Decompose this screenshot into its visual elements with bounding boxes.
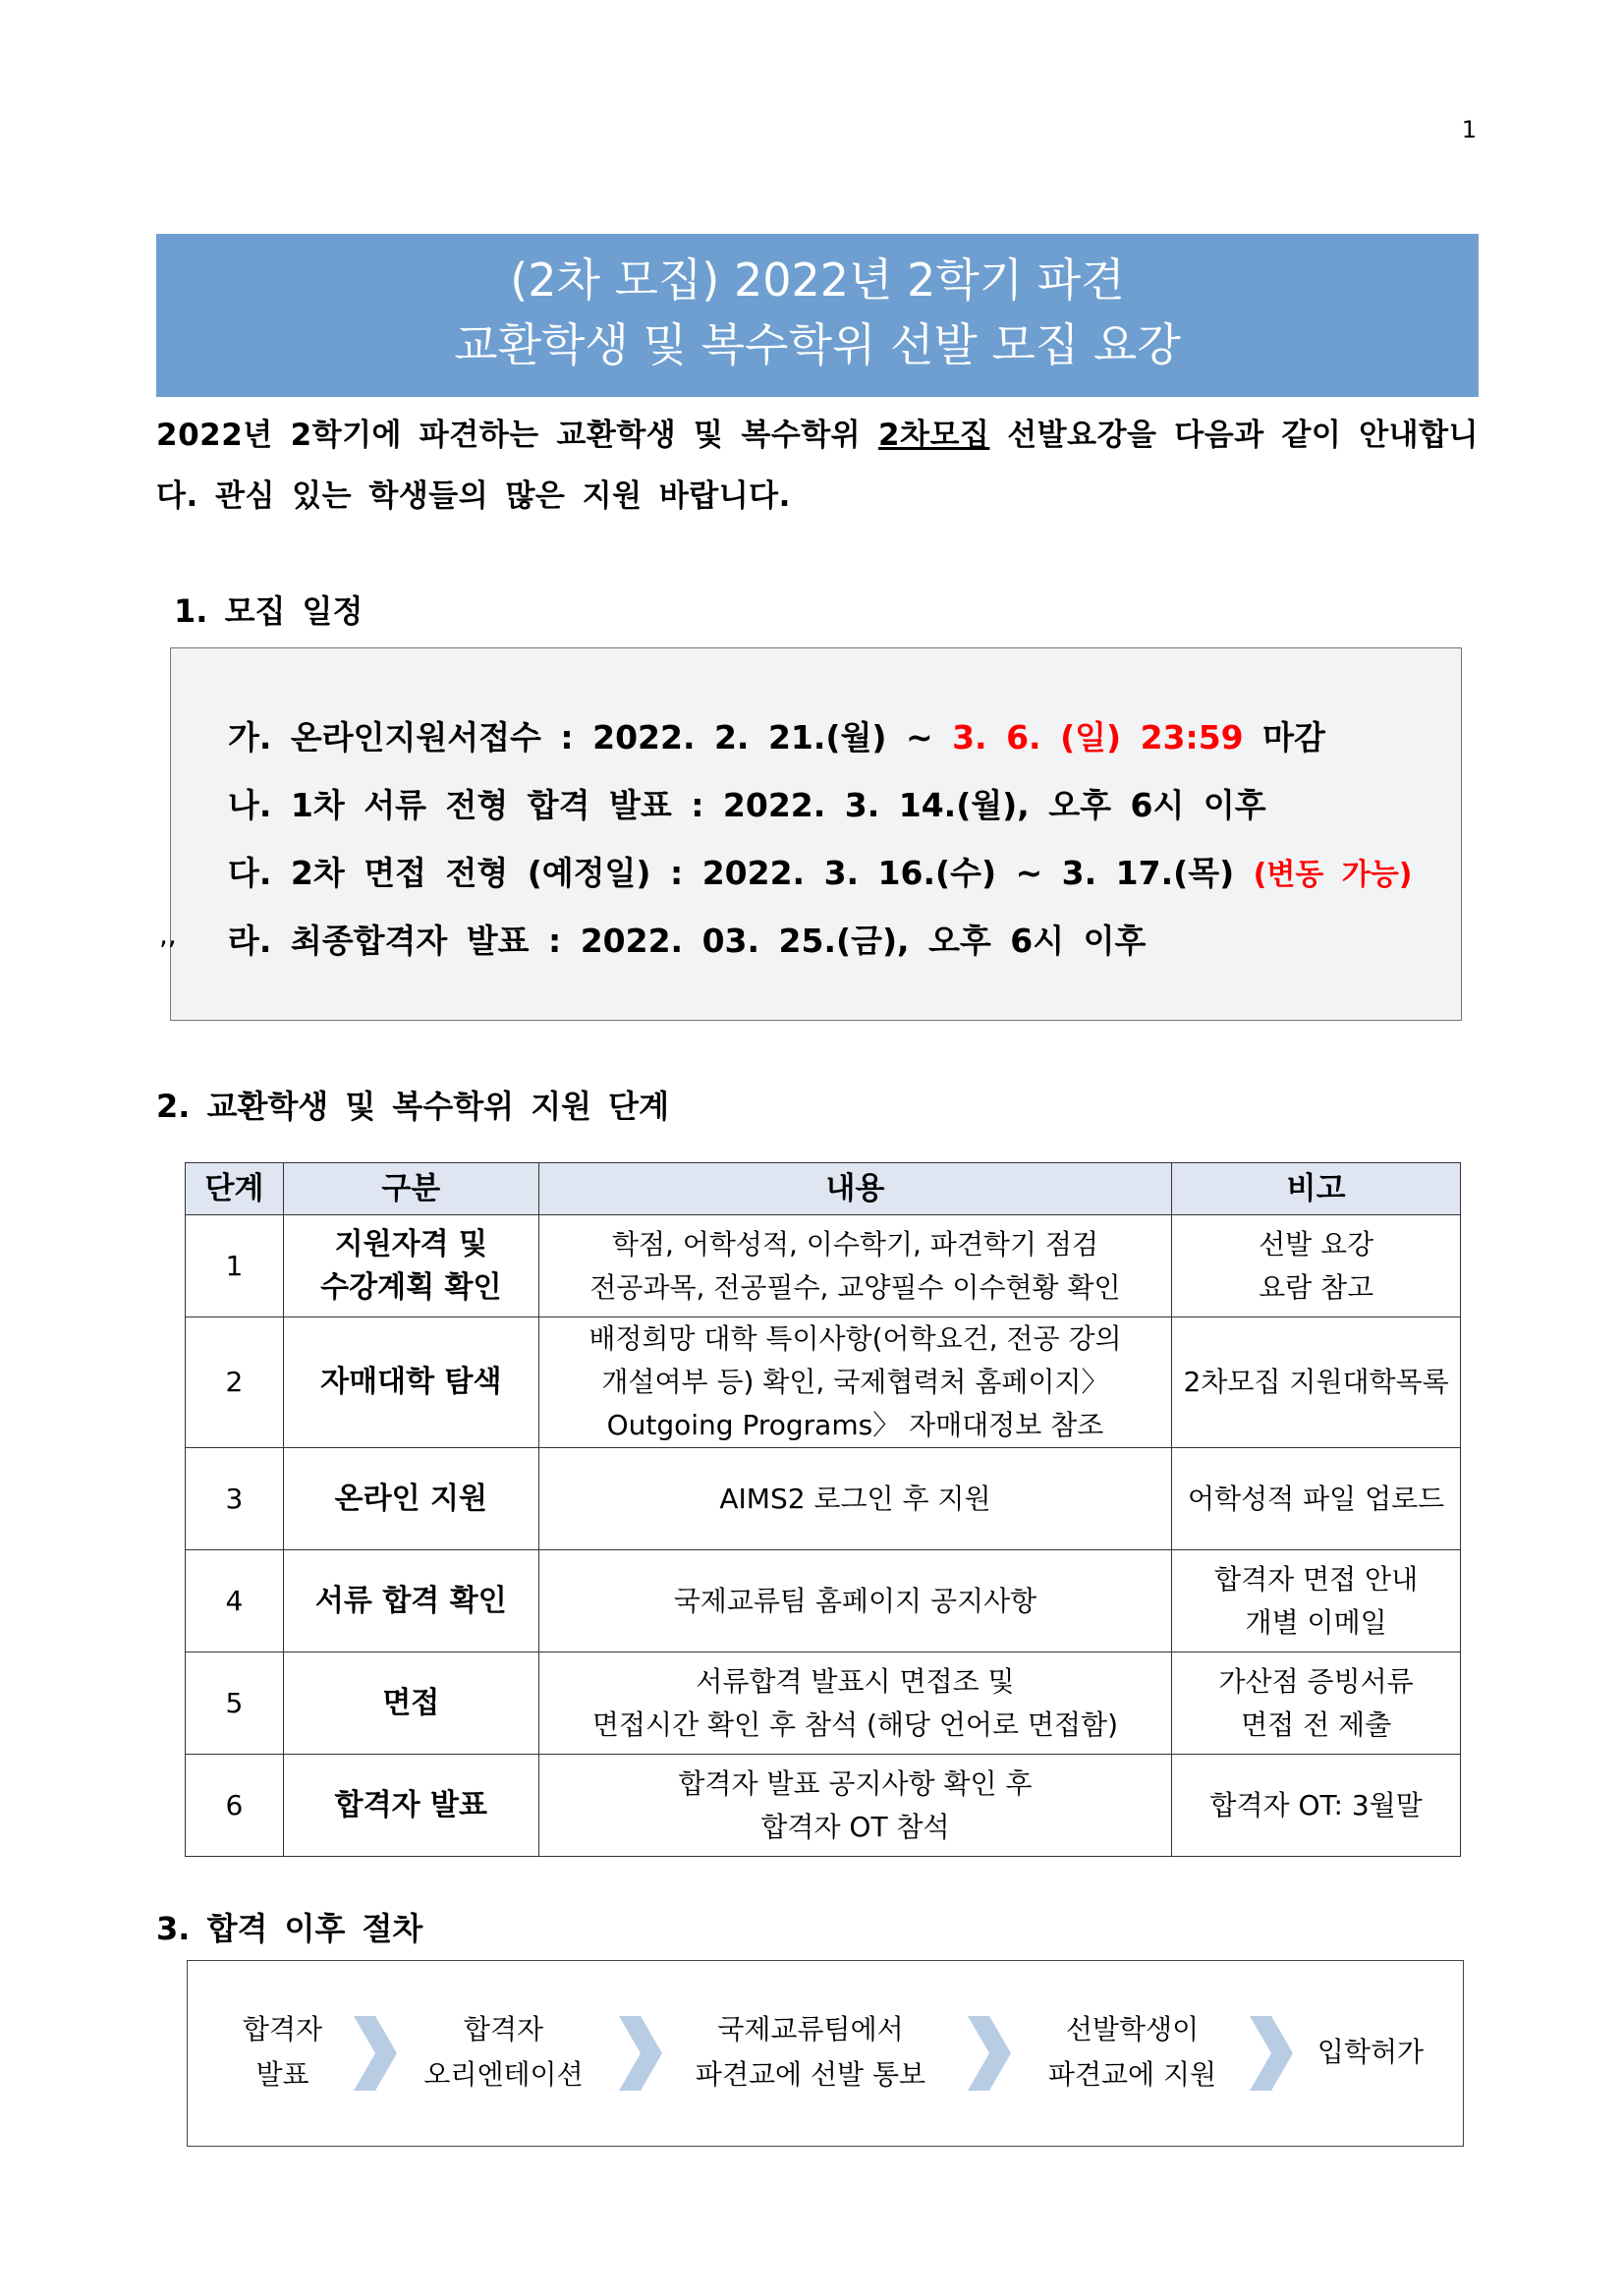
step-number: 3 <box>186 1448 284 1550</box>
step-category <box>283 1215 538 1317</box>
step-content <box>538 1755 1172 1857</box>
step-category <box>283 1550 538 1652</box>
step-note <box>1172 1550 1461 1652</box>
category-line: 자매대학 탐색 <box>320 1365 502 1399</box>
step-category <box>283 1317 538 1448</box>
step-category <box>283 1652 538 1755</box>
schedule-item-1-deadline: 3. 6. (일) 23:59 <box>952 718 1244 756</box>
section-2-title: 2. 교환학생 및 복수학위 지원 단계 <box>156 1088 669 1125</box>
table-row <box>186 1550 1461 1652</box>
content-line: 학점, 어학성적, 이수학기, 파견학기 점검 <box>611 1227 1098 1260</box>
header-step: 단계 <box>186 1163 284 1215</box>
intro-underlined: 2차모집 <box>877 418 990 453</box>
flow-step-line: 선발학생이 <box>1065 2013 1200 2045</box>
schedule-box <box>170 647 1462 1021</box>
note-line: 선발 요강 <box>1259 1227 1374 1260</box>
stray-mark: ,, <box>159 919 177 951</box>
content-line: 국제교류팀 홈페이지 공지사항 <box>673 1584 1037 1617</box>
content-line: AIMS2 로그인 후 지원 <box>719 1482 991 1515</box>
step-note <box>1172 1317 1461 1448</box>
step-content <box>538 1550 1172 1652</box>
note-line: 합격자 OT: 3월말 <box>1209 1788 1423 1821</box>
flow-step-line: 입학허가 <box>1316 2036 1425 2068</box>
step-number: 4 <box>186 1550 284 1652</box>
content-line: 합격자 발표 공지사항 확인 후 <box>678 1766 1033 1800</box>
flow-step-line: 국제교류팀에서 <box>717 2013 904 2045</box>
step-note <box>1172 1755 1461 1857</box>
step-note <box>1172 1448 1461 1550</box>
chevron-right-icon <box>968 2016 1011 2091</box>
flow-step-line: 파견교에 지원 <box>1047 2058 1217 2091</box>
schedule-item-1-suffix: 마감 <box>1243 718 1325 756</box>
step-note <box>1172 1652 1461 1755</box>
flow-step-1 <box>221 2007 344 2098</box>
flow-step-4 <box>1027 2007 1238 2098</box>
flow-step-3 <box>678 2007 943 2098</box>
chevron-shape <box>968 2016 1011 2091</box>
step-note <box>1172 1215 1461 1317</box>
header-category: 구분 <box>283 1163 538 1215</box>
flow-step-2 <box>408 2007 599 2098</box>
section-3-title: 3. 합격 이후 절차 <box>156 1910 423 1947</box>
title-line-2: 교환학생 및 복수학위 선발 모집 요강 <box>454 318 1181 371</box>
application-steps-table <box>185 1162 1461 1857</box>
content-line: 면접시간 확인 후 참석 (해당 언어로 면접함) <box>591 1708 1118 1741</box>
step-content <box>538 1317 1172 1448</box>
flow-step-line: 오리엔테이션 <box>423 2058 584 2091</box>
intro-part-2: 선발요강을 다음과 같이 안내합니다. 관심 있는 학생들의 많은 지원 바랍니다. <box>156 418 1479 514</box>
note-line: 2차모집 지원대학목록 <box>1183 1366 1449 1398</box>
note-line: 개별 이메일 <box>1245 1605 1387 1639</box>
category-line: 온라인 지원 <box>334 1481 487 1516</box>
chevron-right-icon <box>619 2016 662 2091</box>
chevron-shape <box>354 2016 397 2091</box>
table-row <box>186 1317 1461 1448</box>
category-line: 수강계획 확인 <box>320 1269 502 1305</box>
category-line: 합격자 발표 <box>334 1787 487 1822</box>
schedule-item-3-note: (변동 가능) <box>1253 858 1413 892</box>
category-line: 지원자격 및 <box>334 1226 487 1261</box>
step-content <box>538 1215 1172 1317</box>
note-line: 어학성적 파일 업로드 <box>1187 1482 1445 1515</box>
intro-part-1: 2022년 2학기에 파견하는 교환학생 및 복수학위 <box>156 418 878 453</box>
step-number: 2 <box>186 1317 284 1448</box>
flow-step-line: 발표 <box>255 2058 309 2091</box>
flow-step-line: 파견교에 선발 통보 <box>695 2058 926 2091</box>
category-line: 면접 <box>382 1685 440 1720</box>
content-line: 서류합격 발표시 면접조 및 <box>696 1664 1015 1698</box>
category-line: 서류 합격 확인 <box>314 1583 507 1618</box>
chevron-right-icon <box>354 2016 397 2091</box>
content-line: Outgoing Programs〉 자매대정보 참조 <box>606 1409 1104 1441</box>
title-line-1: (2차 모집) 2022년 2학기 파견 <box>510 253 1125 307</box>
chevron-shape <box>1250 2016 1293 2091</box>
step-number: 1 <box>186 1215 284 1317</box>
intro-paragraph <box>156 405 1479 527</box>
schedule-item-3 <box>228 848 1412 894</box>
section-1-title: 1. 모집 일정 <box>174 592 364 630</box>
table-row <box>186 1652 1461 1755</box>
content-line: 배정희망 대학 특이사항(어학요건, 전공 강의 <box>588 1322 1122 1355</box>
flow-step-line: 합격자 <box>242 2013 323 2045</box>
content-line: 개설여부 등) 확인, 국제협력처 홈페이지〉 <box>601 1366 1109 1398</box>
step-number: 6 <box>186 1755 284 1857</box>
step-category <box>283 1448 538 1550</box>
note-line: 요람 참고 <box>1259 1270 1374 1304</box>
table-row <box>186 1215 1461 1317</box>
page-number: 1 <box>1461 116 1477 143</box>
note-line: 합격자 면접 안내 <box>1214 1562 1419 1596</box>
step-number: 5 <box>186 1652 284 1755</box>
schedule-item-1 <box>228 712 1325 758</box>
schedule-item-4: 라. 최종합격자 발표 : 2022. 03. 25.(금), 오후 6시 이후 <box>228 922 1147 960</box>
chevron-right-icon <box>1250 2016 1293 2091</box>
title-banner <box>156 234 1479 397</box>
chevron-shape <box>619 2016 662 2091</box>
table-header-row <box>186 1163 1461 1215</box>
flow-step-5 <box>1307 2030 1434 2075</box>
step-content <box>538 1652 1172 1755</box>
note-line: 가산점 증빙서류 <box>1218 1664 1414 1698</box>
step-category <box>283 1755 538 1857</box>
table-row <box>186 1448 1461 1550</box>
table-row <box>186 1755 1461 1857</box>
schedule-item-2: 나. 1차 서류 전형 합격 발표 : 2022. 3. 14.(월), 오후 6시 이후 <box>228 786 1266 824</box>
content-line: 전공과목, 전공필수, 교양필수 이수현황 확인 <box>589 1270 1121 1304</box>
schedule-item-1-text: 가. 온라인지원서접수 : 2022. 2. 21.(월) ~ <box>228 718 953 756</box>
note-line: 면접 전 제출 <box>1241 1708 1392 1741</box>
schedule-item-3-text: 다. 2차 면접 전형 (예정일) : 2022. 3. 16.(수) ~ 3. 17.(목) <box>228 854 1254 892</box>
content-line: 합격자 OT 참석 <box>760 1810 950 1843</box>
step-content <box>538 1448 1172 1550</box>
flow-step-line: 합격자 <box>463 2013 544 2045</box>
header-note: 비고 <box>1172 1163 1461 1215</box>
header-content: 내용 <box>538 1163 1172 1215</box>
